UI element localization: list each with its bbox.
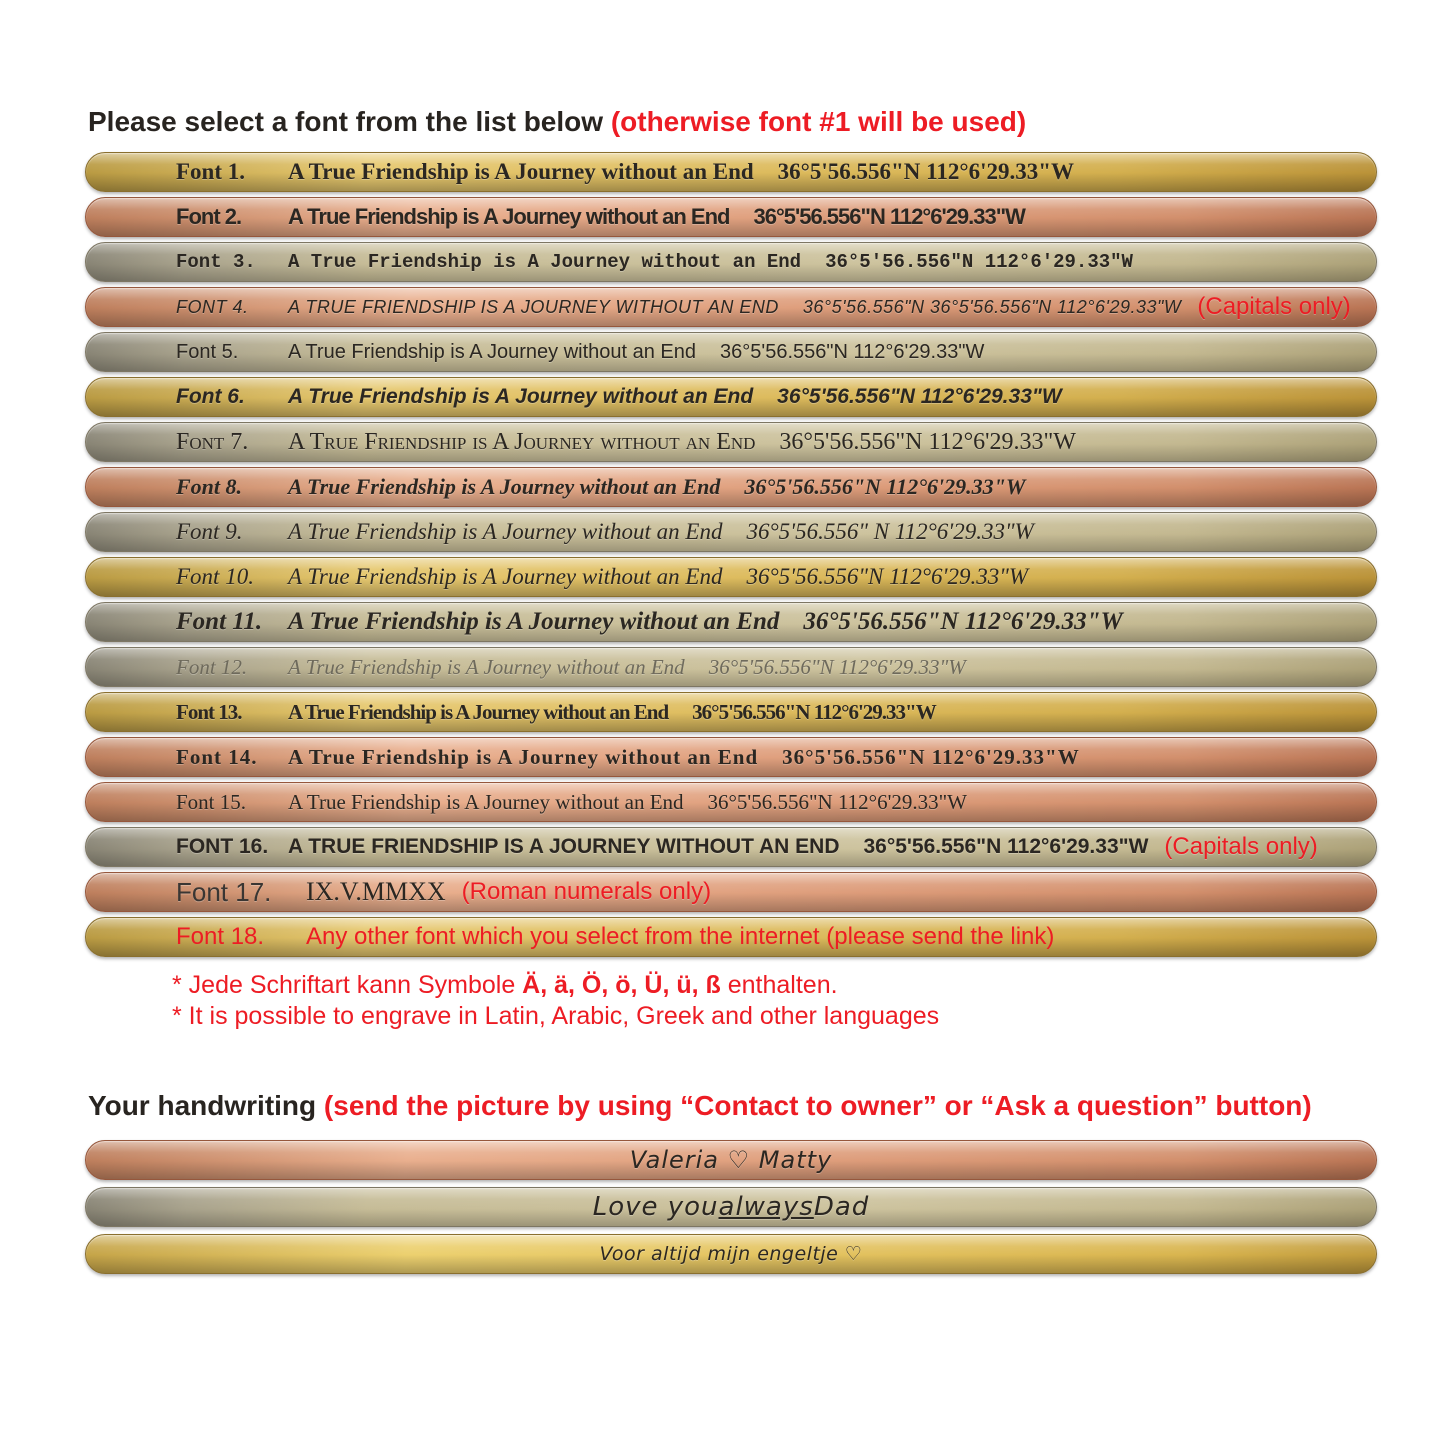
font-sample-coords: 36°5'56.556"N 112°6'29.33"W (863, 835, 1149, 858)
font-sample-coords: 36°5'56.556" N 112°6'29.33"W (746, 519, 1034, 544)
font-sample-coords: 36°5'56.556"N 112°6'29.33"W (720, 340, 985, 363)
font-sample-coords: 36°5'56.556"N 112°6'29.33"W (779, 428, 1076, 455)
font-sample-text: A True Friendship is A Journey without an End (288, 159, 754, 184)
font-bar-17 (85, 872, 1377, 912)
font-sample-coords: 36°5'56.556"N 112°6'29.33"W (777, 385, 1062, 408)
font-bar-3 (85, 242, 1377, 282)
font-sample-text: IX.V.MMXX (306, 877, 446, 906)
font-sample-text: A True Friendship is A Journey without an End (288, 474, 721, 499)
font-sample-text: A True Friendship is A Journey without an End (288, 608, 780, 635)
font-label: Font 14. (176, 744, 258, 769)
page-title-black: Please select a font from the list below (88, 106, 611, 137)
font-sample-coords: 36°5'56.556"N 112°6'29.33"W (707, 789, 967, 814)
font-sample-text: A True Friendship is A Journey without an End (288, 385, 754, 408)
font-sample-coords: 36°5'56.556"N 112°6'29.33"W (782, 744, 1080, 769)
note-symbols-pre: * Jede Schriftart kann Symbole (172, 971, 523, 999)
capitals-only-note: (Capitals only) (1197, 293, 1351, 320)
font-label: Font 6. (176, 385, 245, 408)
font-label: FONT 4. (176, 296, 249, 317)
font-label: Font 1. (176, 159, 245, 184)
engraving-notes (172, 970, 939, 1032)
font-bar-1 (85, 152, 1377, 192)
note-symbols-post: enthalten. (720, 971, 838, 999)
font-label: Font 12. (176, 654, 248, 679)
handwriting-sample-pre: Love you (592, 1192, 719, 1222)
note-symbols (172, 970, 939, 1001)
capitals-only-note: (Capitals only) (1164, 833, 1318, 860)
handwriting-bar-3 (85, 1234, 1377, 1274)
note-languages: * It is possible to engrave in Latin, Arabic, Greek and other languages (172, 1002, 940, 1030)
font-bar-5 (85, 332, 1377, 372)
font-bar-9 (85, 512, 1377, 552)
page-title (88, 106, 1026, 138)
font-label: Font 15. (176, 789, 247, 814)
handwriting-bar-1 (85, 1140, 1377, 1180)
font-label: FONT 16. (176, 835, 269, 858)
font-sample-text: A TRUE FRIENDSHIP IS A JOURNEY WITHOUT AN END (288, 296, 779, 317)
font-bar-12 (85, 647, 1377, 687)
font-bar-8 (85, 467, 1377, 507)
font-label: Font 13. (176, 699, 242, 724)
font-label: Font 11. (176, 608, 263, 635)
handwriting-sample-underlined: always (718, 1192, 814, 1222)
font-bar-13 (85, 692, 1377, 732)
handwriting-bar-list (85, 1140, 1377, 1274)
handwriting-sample-post: Dad (813, 1192, 870, 1222)
font-sample-text: A True Friendship is A Journey without an End (288, 428, 756, 455)
font-label: Font 9. (176, 519, 243, 544)
font-bar-11 (85, 602, 1377, 642)
font-sample-coords: 36°5'56.556"N 112°6'29.33"W (692, 699, 936, 724)
roman-numerals-note: (Roman numerals only) (461, 878, 712, 905)
font-sample-coords: 36°5'56.556"N 112°6'29.33"W (825, 251, 1133, 273)
font-sample-text: A True Friendship is A Journey without an End (288, 564, 723, 589)
handwriting-heading-red-note: (send the picture by using “Contact to owner” or “Ask a question” button) (323, 1090, 1312, 1121)
font-bar-16 (85, 827, 1377, 867)
font-bar-7 (85, 422, 1377, 462)
font-bar-15 (85, 782, 1377, 822)
font-sample-coords: 36°5'56.556"N 112°6'29.33"W (777, 159, 1074, 184)
handwriting-bar-2 (85, 1187, 1377, 1227)
note-symbols-bold: Ä, ä, Ö, ö, Ü, ü, ß (522, 971, 721, 999)
font-label: Font 10. (176, 564, 254, 589)
font-bar-6 (85, 377, 1377, 417)
font-sample-coords: 36°5'56.556"N 112°6'29.33"W (753, 204, 1025, 229)
font-label: Font 3. (176, 251, 256, 273)
font-bar-18 (85, 917, 1377, 957)
font-sample-text: A True Friendship is A Journey without an End (288, 654, 685, 679)
font-sample-coords: 36°5'56.556"N 112°6'29.33"W (746, 564, 1029, 589)
font-sample-text: A True Friendship is A Journey without an End (288, 519, 723, 544)
font-sample-text: A True Friendship is A Journey without an End (288, 340, 697, 363)
font-sample-text: A True Friendship is A Journey without an End (288, 251, 802, 273)
handwriting-sample: Valeria ♡ Matty (629, 1146, 833, 1174)
font-bar-2 (85, 197, 1377, 237)
font-label: Font 5. (176, 340, 239, 363)
font-label: Font 18. (176, 923, 265, 950)
handwriting-heading-black: Your handwriting (88, 1090, 324, 1121)
page-title-red-note: (otherwise font #1 will be used) (610, 106, 1027, 137)
font-label: Font 2. (176, 204, 242, 229)
font-label: Font 8. (176, 474, 243, 499)
handwriting-heading (88, 1090, 1312, 1122)
font-sample-coords: 36°5'56.556"N 36°5'56.556"N 112°6'29.33"W (802, 296, 1182, 317)
font-sample-text: Any other font which you select from the internet (please send the link) (306, 923, 1055, 950)
font-sample-text: A True Friendship is A Journey without an End (288, 699, 669, 724)
font-label: Font 17. (176, 876, 272, 907)
handwriting-sample: Voor altijd mijn engeltje ♡ (599, 1243, 863, 1265)
font-bar-4 (85, 287, 1377, 327)
font-bar-14 (85, 737, 1377, 777)
font-sample-coords: 36°5'56.556"N 112°6'29.33"W (744, 474, 1026, 499)
font-label: Font 7. (176, 428, 249, 455)
font-sample-text: A TRUE FRIENDSHIP IS A JOURNEY WITHOUT AN END (288, 835, 840, 858)
font-sample-text: A True Friendship is A Journey without an End (288, 204, 730, 229)
font-bar-list (85, 152, 1377, 957)
font-sample-coords: 36°5'56.556"N 112°6'29.33"W (803, 608, 1123, 635)
font-sample-coords: 36°5'56.556"N 112°6'29.33"W (708, 654, 966, 679)
font-bar-10 (85, 557, 1377, 597)
font-sample-text: A True Friendship is A Journey without an End (288, 789, 684, 814)
font-sample-text: A True Friendship is A Journey without an End (288, 744, 759, 769)
